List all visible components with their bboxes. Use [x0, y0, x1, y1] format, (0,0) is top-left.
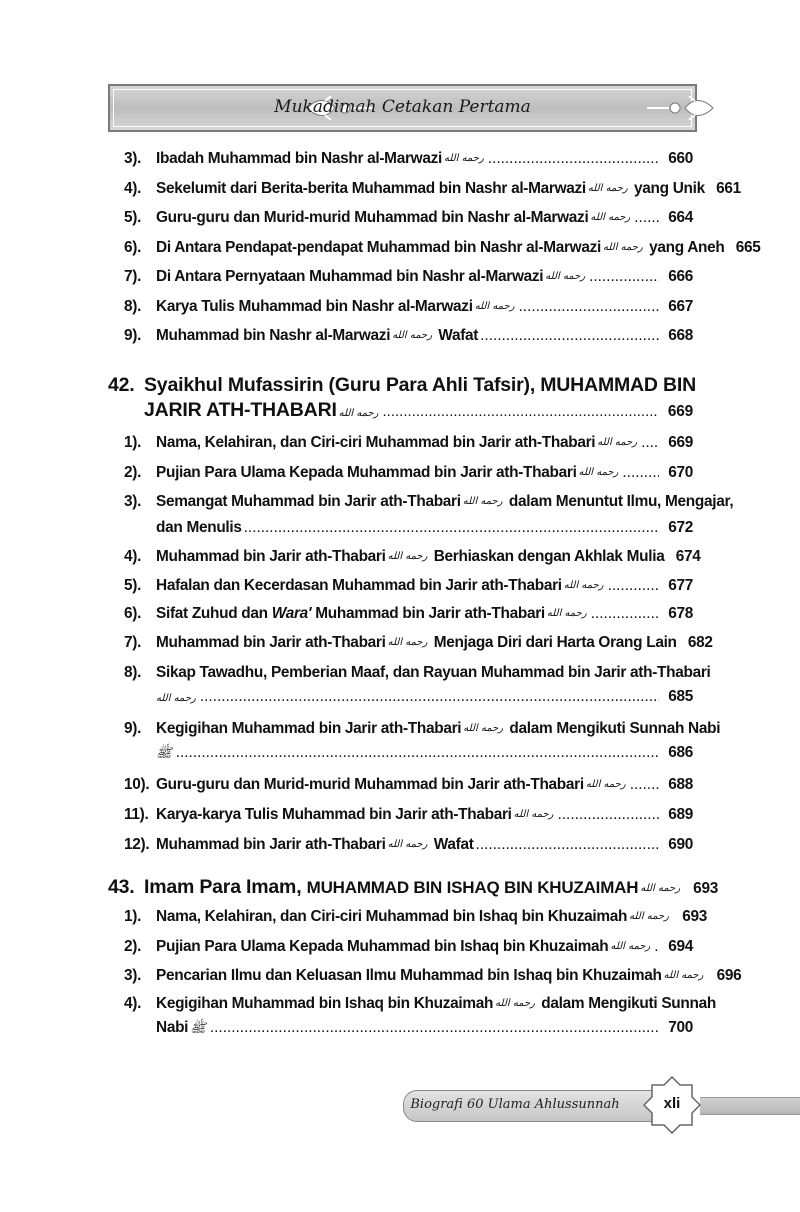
entry-text-cont: Menjaga Diri dari Harta Orang Lain	[429, 634, 677, 651]
honorific-calligraphy: رحمه الله	[597, 437, 638, 448]
entry-number: 5).	[124, 577, 142, 594]
section-title-a: Imam Para Imam,	[144, 876, 302, 898]
dot-leader	[176, 744, 659, 762]
entry-text: Karya-karya Tulis Muhammad bin Jarir ath-Thabari	[156, 806, 512, 823]
honorific-calligraphy: رحمه الله	[338, 408, 379, 419]
honorific-calligraphy: رحمه الله	[462, 496, 503, 507]
honorific-calligraphy: رحمه الله	[563, 580, 604, 591]
dot-leader	[480, 327, 659, 345]
entry-text: Nama, Kelahiran, dan Ciri-ciri Muhammad bin Jarir ath-Thabari	[156, 434, 596, 451]
entry-text: Muhammad bin Jarir ath-Thabari	[156, 634, 386, 651]
section-title-line1: Syaikhul Mufassirin (Guru Para Ahli Tafsir), MUHAMMAD BIN	[144, 374, 696, 396]
dot-leader	[244, 519, 659, 537]
section-title-line2: JARIR ATH-THABARI	[144, 399, 337, 421]
section-43-heading	[108, 876, 719, 906]
dot-leader	[654, 938, 659, 956]
entry-text-cont: dalam Mengikuti Sunnah Nabi	[505, 720, 721, 737]
dot-leader	[488, 150, 659, 168]
section-number: 42.	[108, 374, 135, 396]
entry-number: 7).	[124, 634, 142, 651]
entry-text: Hafalan dan Kecerdasan Muhammad bin Jarir ath-Thabari	[156, 577, 562, 594]
header-title: Mukadimah Cetakan Pertama	[274, 97, 531, 117]
page-number: 674	[675, 548, 701, 565]
entry-number: 4).	[124, 548, 142, 565]
page-number: 700	[668, 1019, 693, 1036]
honorific-calligraphy: رحمه الله	[546, 608, 587, 619]
honorific-calligraphy: رحمه الله	[392, 330, 433, 341]
entry-text: Pujian Para Ulama Kepada Muhammad bin Ishaq bin Khuzaimah	[156, 937, 609, 955]
dot-leader	[608, 577, 659, 595]
entry-text-cont: dalam Mengikuti Sunnah	[536, 995, 716, 1012]
page-number: 694	[668, 937, 693, 955]
entry-text: Sifat Zuhud dan	[156, 605, 268, 622]
toc-entry[interactable]	[124, 150, 693, 178]
honorific-calligraphy: رحمه الله	[463, 723, 504, 734]
entry-text-cont: Wafat	[429, 836, 474, 853]
entry-number: 1).	[124, 908, 142, 925]
entry-text: Muhammad bin Jarir ath-Thabari	[156, 548, 386, 565]
entry-number: 3).	[124, 967, 142, 984]
entry-text: Pujian Para Ulama Kepada Muhammad bin Jarir ath-Thabari	[156, 464, 577, 481]
entry-text: Di Antara Pendapat-pendapat Muhammad bin Nashr al-Marwazi	[156, 238, 601, 256]
dot-leader	[591, 605, 659, 623]
page-number: 661	[716, 179, 741, 197]
entry-text: Ibadah Muhammad bin Nashr al-Marwazi	[156, 150, 442, 167]
section-number: 43.	[108, 876, 135, 898]
dot-leader	[630, 776, 659, 794]
entry-text: Muhammad bin Jarir ath-Thabari	[156, 836, 386, 853]
page-number: 672	[668, 519, 693, 536]
entry-text: Semangat Muhammad bin Jarir ath-Thabari	[156, 493, 461, 510]
page-number-roman: xli	[663, 1095, 681, 1112]
book-title: Biografi 60 Ulama Ahlussunnah	[410, 1097, 620, 1112]
page-number: 693	[693, 880, 719, 897]
toc-entry[interactable]	[124, 464, 693, 492]
honorific-calligraphy: رحمه الله	[585, 779, 626, 790]
page-number: 686	[668, 744, 693, 761]
page-number: 660	[668, 150, 693, 167]
page-number: 669	[667, 403, 693, 420]
honorific-calligraphy: رحمه الله	[387, 551, 428, 562]
entry-number: 4).	[124, 995, 142, 1012]
dot-leader	[589, 268, 659, 286]
entry-text: Sekelumit dari Berita-berita Muhammad bin Nashr al-Marwazi	[156, 179, 586, 197]
honorific-calligraphy: رحمه الله	[640, 883, 681, 894]
honorific-calligraphy: رحمه الله	[387, 637, 428, 648]
dot-leader	[519, 298, 659, 316]
toc-entry[interactable]	[124, 806, 693, 834]
page-number: 689	[668, 806, 693, 823]
entry-number: 1).	[124, 434, 142, 451]
page-number: 690	[668, 836, 693, 853]
page-number: 693	[682, 908, 707, 925]
toc-entry[interactable]	[124, 776, 693, 804]
entry-text: Kegigihan Muhammad bin Jarir ath-Thabari	[156, 720, 462, 737]
toc-entry[interactable]	[124, 209, 693, 237]
toc-entry[interactable]	[124, 493, 734, 549]
toc-entry[interactable]	[124, 938, 693, 966]
toc-entry[interactable]	[124, 605, 693, 633]
page-number: 685	[668, 688, 693, 705]
entry-number: 5).	[124, 209, 142, 226]
floral-ornament-right-icon	[645, 96, 715, 120]
toc-entry[interactable]	[124, 298, 693, 326]
entry-number: 3).	[124, 150, 142, 167]
page-number: 664	[668, 209, 693, 226]
entry-text-cont: Wafat	[434, 327, 479, 344]
toc-entry[interactable]	[124, 664, 711, 720]
toc-entry[interactable]	[124, 836, 693, 864]
dot-leader	[634, 209, 659, 227]
toc-entry[interactable]	[124, 434, 693, 462]
entry-text-line2: Nabi	[156, 1019, 189, 1036]
entry-text-cont: yang Aneh	[644, 238, 725, 256]
entry-number: 10).	[124, 776, 150, 793]
honorific-calligraphy: رحمه الله	[602, 241, 643, 253]
prophet-honorific: ﷺ	[190, 1021, 206, 1036]
toc-entry[interactable]	[124, 908, 707, 936]
page-number: 666	[668, 268, 693, 285]
entry-text-cont: Berhiaskan dengan Akhlak Mulia	[429, 548, 665, 565]
dot-leader	[641, 434, 659, 452]
page-number: 665	[735, 238, 761, 256]
table-of-contents	[108, 150, 761, 1070]
page-number: 669	[668, 434, 693, 451]
entry-text-line2: dan Menulis	[156, 519, 242, 536]
toc-entry[interactable]	[124, 238, 761, 267]
entry-text: Pencarian Ilmu dan Keluasan Ilmu Muhammad bin Ishaq bin Khuzaimah	[156, 967, 662, 984]
entry-number: 8).	[124, 297, 142, 315]
toc-entry[interactable]	[124, 634, 713, 662]
page-number: 678	[668, 605, 693, 622]
entry-text: Sikap Tawadhu, Pemberian Maaf, dan Rayuan Muhammad bin Jarir ath-Thabari	[156, 664, 711, 681]
toc-entry[interactable]	[124, 720, 721, 776]
toc-entry[interactable]	[124, 577, 693, 605]
page-number: 667	[668, 297, 693, 315]
toc-entry[interactable]	[124, 268, 693, 296]
entry-text: Nama, Kelahiran, dan Ciri-ciri Muhammad bin Ishaq bin Khuzaimah	[156, 908, 628, 925]
entry-text-italic: Wara'	[271, 605, 312, 622]
entry-text-cont: dalam Menuntut Ilmu, Mengajar,	[504, 493, 734, 510]
honorific-calligraphy: رحمه الله	[474, 300, 515, 312]
honorific-calligraphy: رحمه الله	[156, 693, 196, 704]
honorific-calligraphy: رحمه الله	[495, 998, 535, 1009]
honorific-calligraphy: رحمه الله	[513, 809, 554, 820]
page-number: 670	[668, 464, 693, 481]
entry-number: 11).	[124, 806, 149, 823]
toc-entry[interactable]	[124, 548, 701, 576]
honorific-calligraphy: رحمه الله	[578, 467, 619, 478]
entry-text: Guru-guru dan Murid-murid Muhammad bin Nashr al-Marwazi	[156, 209, 589, 226]
entry-text-cont: Muhammad bin Jarir ath-Thabari	[311, 605, 545, 622]
section-title-b: MUHAMMAD BIN ISHAQ BIN KHUZAIMAH	[306, 878, 639, 897]
honorific-calligraphy: رحمه الله	[663, 970, 704, 981]
entry-number: 8).	[124, 664, 142, 681]
page-number: 688	[668, 776, 693, 793]
entry-number: 6).	[124, 605, 142, 622]
dot-leader	[476, 836, 659, 854]
entry-number: 7).	[124, 268, 142, 285]
page-number: 677	[668, 577, 693, 594]
dot-leader	[383, 403, 659, 420]
honorific-calligraphy: رحمه الله	[443, 153, 484, 164]
toc-entry[interactable]	[124, 179, 741, 208]
entry-number: 9).	[124, 327, 142, 344]
entry-number: 12).	[124, 836, 150, 853]
dot-leader	[558, 806, 660, 824]
honorific-calligraphy: رحمه الله	[587, 182, 628, 194]
honorific-calligraphy: رحمه الله	[610, 940, 651, 952]
entry-number: 3).	[124, 493, 142, 510]
honorific-calligraphy: رحمه الله	[387, 839, 428, 850]
entry-number: 6).	[124, 238, 142, 256]
entry-text: Karya Tulis Muhammad bin Nashr al-Marwazi	[156, 297, 473, 315]
dot-leader	[210, 1019, 659, 1037]
entry-number: 9).	[124, 720, 142, 737]
entry-text: Muhammad bin Nashr al-Marwazi	[156, 327, 391, 344]
entry-number: 4).	[124, 179, 142, 197]
dot-leader	[200, 688, 659, 706]
toc-entry[interactable]	[124, 327, 693, 355]
entry-number: 2).	[124, 937, 142, 955]
page-number: 696	[716, 967, 742, 984]
toc-entry[interactable]	[124, 995, 716, 1051]
entry-text: Di Antara Pernyataan Muhammad bin Nashr al-Marwazi	[156, 268, 544, 285]
entry-number: 2).	[124, 464, 142, 481]
entry-text: Kegigihan Muhammad bin Ishaq bin Khuzaimah	[156, 995, 494, 1012]
footer-bar	[700, 1097, 800, 1115]
page-number: 682	[687, 634, 713, 651]
prophet-honorific: ﷺ	[156, 746, 172, 761]
section-42-heading	[108, 374, 696, 434]
honorific-calligraphy: رحمه الله	[590, 212, 631, 223]
toc-entry[interactable]	[124, 967, 742, 995]
honorific-calligraphy: رحمه الله	[545, 271, 586, 282]
page-number: 668	[668, 327, 693, 344]
entry-text-cont: yang Unik	[629, 179, 705, 197]
header-banner	[108, 84, 697, 132]
entry-text: Guru-guru dan Murid-murid Muhammad bin Jarir ath-Thabari	[156, 776, 584, 793]
honorific-calligraphy: رحمه الله	[629, 911, 669, 922]
dot-leader	[622, 464, 659, 482]
